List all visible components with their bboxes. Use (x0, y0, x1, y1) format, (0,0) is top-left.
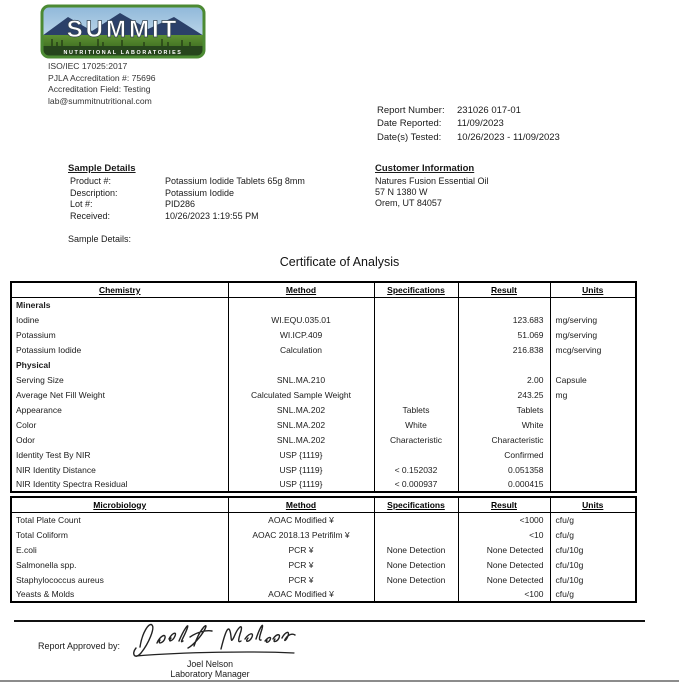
table-cell: None Detected (458, 557, 550, 572)
header-row (11, 497, 636, 512)
table-cell: 216.838 (458, 342, 550, 357)
table-cell (550, 477, 636, 492)
report-number-value: 231026 017-01 (457, 105, 521, 116)
table-cell: 51.069 (458, 327, 550, 342)
customer-city-state-zip: Orem, UT 84057 (375, 198, 442, 209)
table-cell (550, 357, 636, 372)
table-cell: <100 (458, 587, 550, 602)
column-header: Result (458, 282, 550, 297)
table-cell: Identity Test By NIR (11, 447, 228, 462)
table-cell: None Detection (374, 542, 458, 557)
table-cell: Serving Size (11, 372, 228, 387)
table-cell (374, 327, 458, 342)
table-cell: Calculated Sample Weight (228, 387, 374, 402)
table-cell: AOAC Modified ¥ (228, 587, 374, 602)
table-cell (228, 357, 374, 372)
table-cell: Appearance (11, 402, 228, 417)
product-number-label: Product #: (70, 176, 112, 186)
table-cell: WI.EQU.035.01 (228, 312, 374, 327)
table-cell: cfu/10g (550, 557, 636, 572)
report-number-label: Report Number: (377, 105, 445, 116)
table-cell: None Detected (458, 542, 550, 557)
table-cell: Average Net Fill Weight (11, 387, 228, 402)
table-cell: Characteristic (374, 432, 458, 447)
table-cell: Iodine (11, 312, 228, 327)
column-header: Chemistry (11, 282, 228, 297)
received-label: Received: (70, 210, 111, 221)
table-cell (550, 432, 636, 447)
table-row (11, 512, 636, 527)
table-cell: Odor (11, 432, 228, 447)
column-header: Units (550, 282, 636, 297)
table-cell: cfu/10g (550, 572, 636, 587)
table-cell: NIR Identity Spectra Residual (11, 477, 228, 492)
column-header: Specifications (374, 282, 458, 297)
table-cell: AOAC Modified ¥ (228, 512, 374, 527)
table-cell: None Detected (458, 572, 550, 587)
table-cell (374, 312, 458, 327)
table-cell: USP {1119} (228, 462, 374, 477)
table-cell: PCR ¥ (228, 542, 374, 557)
customer-information-heading: Customer Information (375, 163, 475, 174)
sample-details-footer-label: Sample Details: (68, 234, 132, 244)
approver-title: Laboratory Manager (170, 669, 250, 679)
table-cell (458, 357, 550, 372)
table-cell: USP {1119} (228, 447, 374, 462)
signature-image (124, 616, 299, 662)
column-header: Result (458, 497, 550, 512)
description-value: Potassium Iodide (165, 187, 235, 198)
lot-number-label: Lot #: (70, 199, 93, 209)
sample-details-heading: Sample Details (68, 163, 136, 174)
accreditation-block (48, 61, 156, 107)
table-cell (374, 297, 458, 312)
table-cell (374, 527, 458, 542)
table-cell: mg/serving (550, 312, 636, 327)
table-cell: Minerals (11, 297, 228, 312)
table-cell: cfu/10g (550, 542, 636, 557)
table-row (11, 402, 636, 417)
column-header: Method (228, 497, 374, 512)
table-cell: <1000 (458, 512, 550, 527)
table-cell: Potassium Iodide (11, 342, 228, 357)
table-cell (374, 372, 458, 387)
summit-logo (40, 4, 206, 59)
table-cell: SNL.MA.202 (228, 417, 374, 432)
table-cell: Yeasts & Molds (11, 587, 228, 602)
received-value: 10/26/2023 1:19:55 PM (165, 210, 259, 221)
table-cell (374, 387, 458, 402)
approver-name: Joel Nelson (187, 659, 233, 669)
microbiology-table (10, 496, 637, 603)
table-row (11, 372, 636, 387)
table-cell: None Detection (374, 557, 458, 572)
table-cell: WI.ICP.409 (228, 327, 374, 342)
table-cell: 2.00 (458, 372, 550, 387)
column-header: Method (228, 282, 374, 297)
iso-line: ISO/IEC 17025:2017 (48, 61, 128, 71)
table-cell: SNL.MA.202 (228, 402, 374, 417)
table-cell (228, 297, 374, 312)
table-row (11, 572, 636, 587)
table-row (11, 342, 636, 357)
table-cell: 243.25 (458, 387, 550, 402)
signature-divider-rule (14, 620, 645, 622)
lab-email: lab@summitnutritional.com (48, 95, 152, 106)
lot-number-value: PID286 (165, 199, 196, 209)
table-row (11, 432, 636, 447)
table-cell: < 0.000937 (374, 477, 458, 492)
table-cell: NIR Identity Distance (11, 462, 228, 477)
summit-logo-image (40, 4, 206, 59)
table-cell (374, 512, 458, 527)
table-cell: Characteristic (458, 432, 550, 447)
table-cell (374, 342, 458, 357)
table-cell: Potassium (11, 327, 228, 342)
date-reported-label: Date Reported: (377, 118, 442, 130)
table-cell: cfu/g (550, 527, 636, 542)
table-cell: SNL.MA.210 (228, 372, 374, 387)
table-cell: Total Coliform (11, 527, 228, 542)
customer-address-block (375, 176, 489, 210)
table-cell: Color (11, 417, 228, 432)
table-row (11, 417, 636, 432)
table-cell: <10 (458, 527, 550, 542)
table-cell: Staphylococcus aureus (11, 572, 228, 587)
table-cell: 123.683 (458, 312, 550, 327)
report-approved-label: Report Approved by: (38, 641, 121, 651)
date-reported-row (377, 117, 560, 130)
date-reported-value: 11/09/2023 (457, 118, 504, 130)
table-cell: E.coli (11, 542, 228, 557)
table-cell: White (458, 417, 550, 432)
table-row (11, 447, 636, 462)
table-cell (374, 447, 458, 462)
dates-tested-row (377, 131, 560, 144)
report-number-row (377, 104, 560, 117)
table-cell: PCR ¥ (228, 557, 374, 572)
table-cell: Confirmed (458, 447, 550, 462)
table-cell: White (374, 417, 458, 432)
table-cell: Salmonella spp. (11, 557, 228, 572)
description-label: Description: (70, 187, 118, 198)
table-cell: SNL.MA.202 (228, 432, 374, 447)
report-info-block (377, 104, 560, 144)
table-cell (550, 447, 636, 462)
dates-tested-label: Date(s) Tested: (377, 131, 442, 143)
table-cell: < 0.152032 (374, 462, 458, 477)
table-row (11, 312, 636, 327)
table-cell: Physical (11, 357, 228, 372)
table-cell: cfu/g (550, 512, 636, 527)
pjla-line: PJLA Accreditation #: 75696 (48, 72, 156, 83)
customer-street: 57 N 1380 W (375, 187, 428, 198)
table-cell: Capsule (550, 372, 636, 387)
table-cell (550, 297, 636, 312)
table-row (11, 297, 636, 312)
logo-brand-text: SUMMIT (66, 16, 180, 43)
table-cell: 0.000415 (458, 477, 550, 492)
column-header: Units (550, 497, 636, 512)
column-header: Specifications (374, 497, 458, 512)
table-row (11, 462, 636, 477)
table-cell: mg (550, 387, 636, 402)
accreditation-field-line: Accreditation Field: Testing (48, 84, 151, 95)
table-cell (374, 587, 458, 602)
table-cell: Calculation (228, 342, 374, 357)
dates-tested-value: 10/26/2023 - 11/09/2023 (457, 131, 560, 143)
table-row (11, 327, 636, 342)
chemistry-table (10, 281, 637, 493)
column-header: Microbiology (11, 497, 228, 512)
table-cell: 0.051358 (458, 462, 550, 477)
table-row (11, 587, 636, 602)
table-cell: mcg/serving (550, 342, 636, 357)
table-row (11, 542, 636, 557)
table-cell: Tablets (374, 402, 458, 417)
table-cell: Total Plate Count (11, 512, 228, 527)
table-cell: mg/serving (550, 327, 636, 342)
page-bottom-rule (0, 680, 679, 682)
table-cell: None Detection (374, 572, 458, 587)
table-cell: USP {1119} (228, 477, 374, 492)
table-cell: AOAC 2018.13 Petrifilm ¥ (228, 527, 374, 542)
logo-tagline-text: NUTRITIONAL LABORATORIES (63, 50, 183, 56)
table-cell (550, 462, 636, 477)
table-cell (550, 402, 636, 417)
table-cell (374, 357, 458, 372)
table-row (11, 357, 636, 372)
table-cell: PCR ¥ (228, 572, 374, 587)
product-number-value: Potassium Iodide Tablets 65g 8mm (165, 176, 305, 186)
header-row (11, 282, 636, 297)
certificate-title: Certificate of Analysis (279, 255, 400, 269)
table-cell: Tablets (458, 402, 550, 417)
table-row (11, 527, 636, 542)
table-row (11, 557, 636, 572)
table-cell (550, 417, 636, 432)
table-row (11, 387, 636, 402)
table-row (11, 477, 636, 492)
customer-name: Natures Fusion Essential Oil (375, 176, 489, 186)
table-cell: cfu/g (550, 587, 636, 602)
table-cell (458, 297, 550, 312)
